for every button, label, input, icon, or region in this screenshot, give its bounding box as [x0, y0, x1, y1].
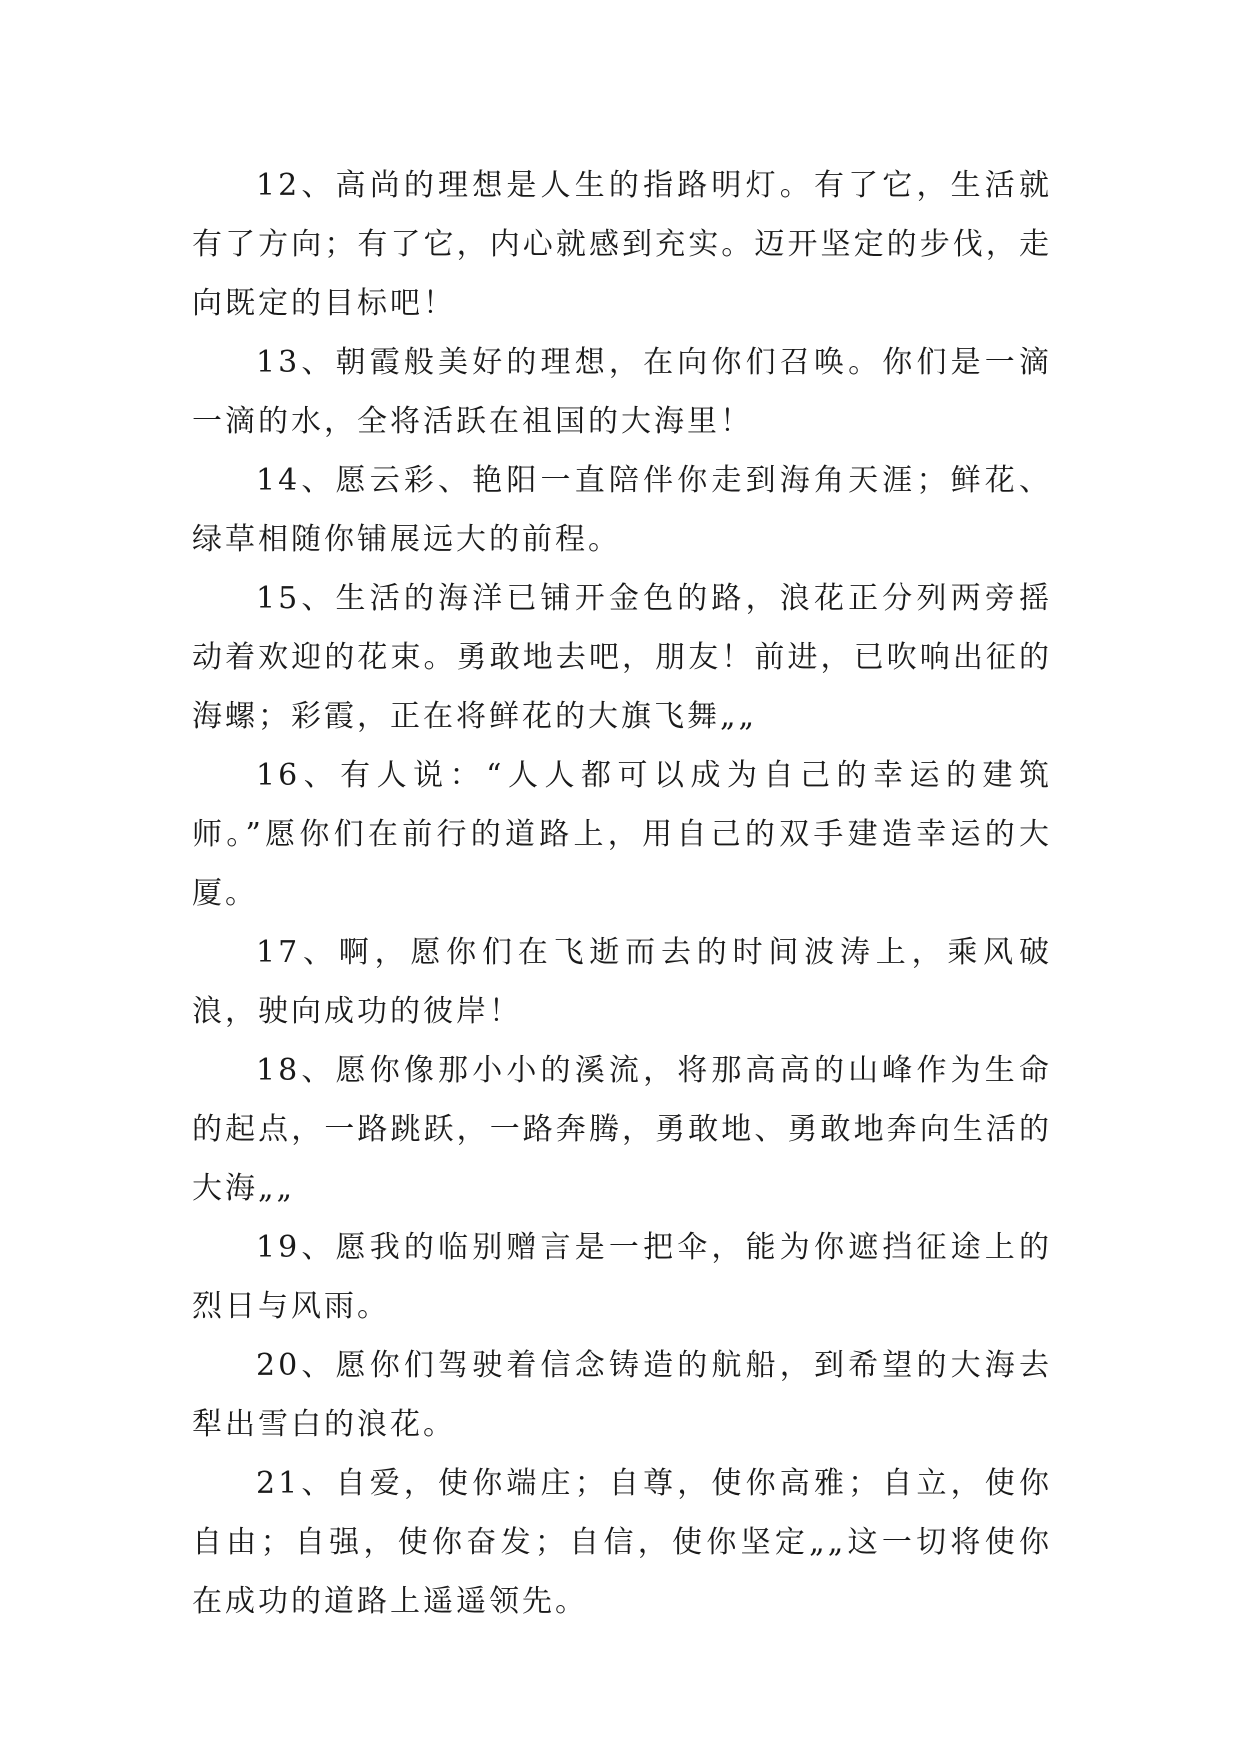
paragraph-14: 14、愿云彩、艳阳一直陪伴你走到海角天涯；鲜花、绿草相随你铺展远大的前程。 [192, 463, 1052, 557]
document-body [192, 156, 1052, 1631]
paragraph-12: 12、高尚的理想是人生的指路明灯。有了它，生活就有了方向；有了它，内心就感到充实。迈开坚定的步伐，走向既定的目标吧！ [192, 168, 1052, 321]
paragraph-18: 18、愿你像那小小的溪流，将那高高的山峰作为生命的起点，一路跳跃，一路奔腾，勇敢地、勇敢地奔向生活的大海„„ [192, 1053, 1052, 1206]
paragraph-17: 17、啊，愿你们在飞逝而去的时间波涛上，乘风破浪，驶向成功的彼岸！ [192, 935, 1052, 1029]
paragraph-20: 20、愿你们驾驶着信念铸造的航船，到希望的大海去犁出雪白的浪花。 [192, 1348, 1052, 1442]
paragraph-13: 13、朝霞般美好的理想，在向你们召唤。你们是一滴一滴的水，全将活跃在祖国的大海里！ [192, 345, 1052, 439]
paragraph-15: 15、生活的海洋已铺开金色的路，浪花正分列两旁摇动着欢迎的花束。勇敢地去吧，朋友！前进，已吹响出征的海螺；彩霞，正在将鲜花的大旗飞舞„„ [192, 581, 1052, 734]
paragraph-19: 19、愿我的临别赠言是一把伞，能为你遮挡征途上的烈日与风雨。 [192, 1230, 1052, 1324]
paragraph-16: 16、有人说：“人人都可以成为自己的幸运的建筑师。”愿你们在前行的道路上，用自己的双手建造幸运的大厦。 [192, 758, 1052, 911]
paragraph-21: 21、自爱，使你端庄；自尊，使你高雅；自立，使你自由；自强，使你奋发；自信，使你坚定„„这一切将使你在成功的道路上遥遥领先。 [192, 1466, 1052, 1619]
